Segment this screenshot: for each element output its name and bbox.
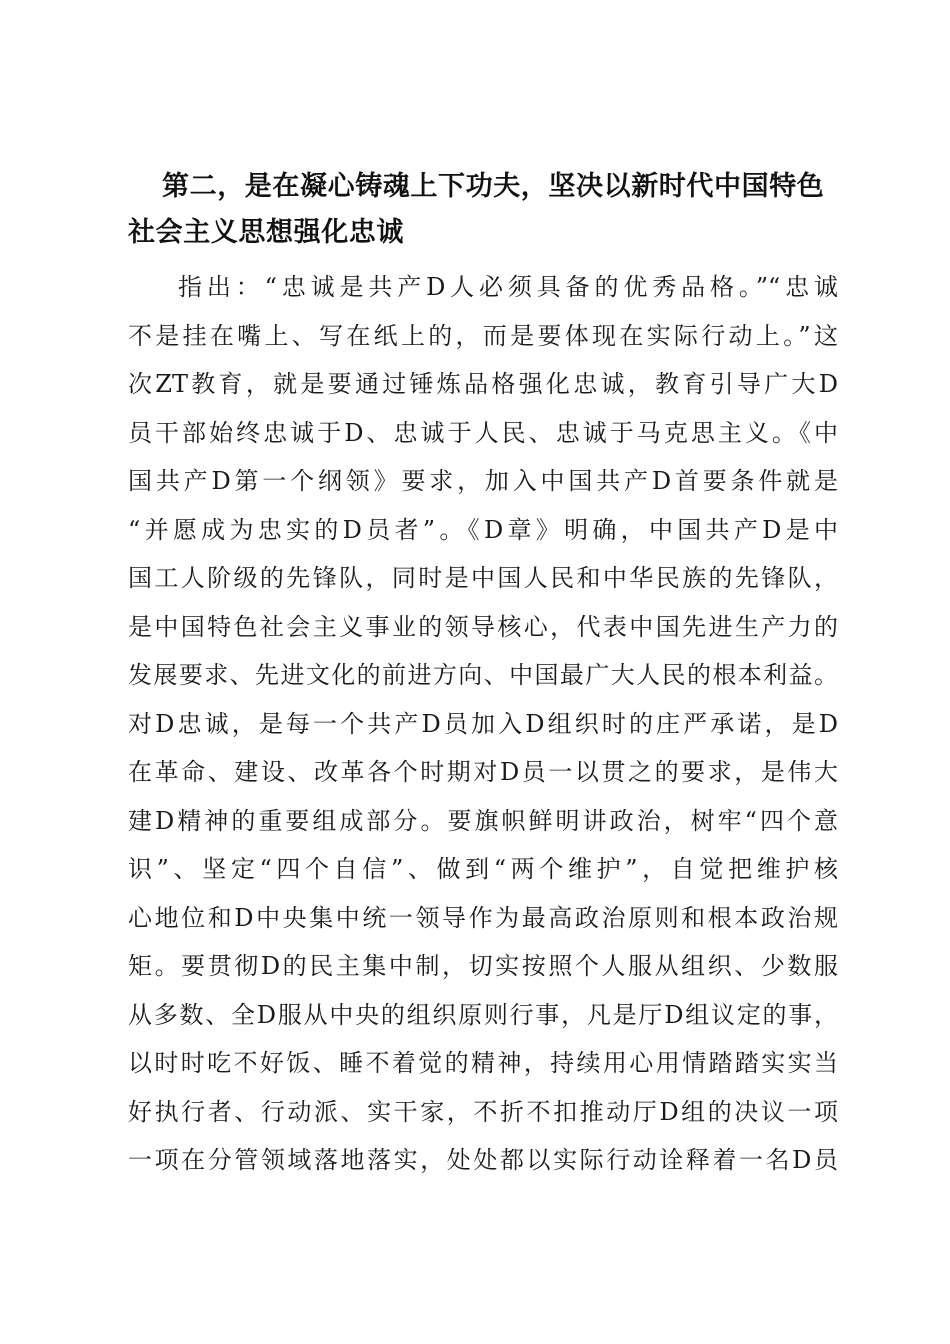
- paragraph-line: 识”、坚定“四个自信”、做到“两个维护”，自觉把维护核: [128, 855, 838, 883]
- section-heading: 第二，是在凝心铸魂上下功夫，坚决以新时代中国特色社会主义思想强化忠诚: [128, 171, 825, 248]
- paragraph-line: 国共产D第一个纲领》要求，加入中国共产D首要条件就是: [128, 467, 838, 495]
- paragraph-line: 矩。要贯彻D的民主集中制，切实按照个人服从组织、少数服: [128, 952, 838, 980]
- paragraph-line: 一项在分管领域落地落实，处处都以实际行动诠释着一名D员: [128, 1146, 838, 1174]
- paragraph-line: 不是挂在嘴上、写在纸上的，而是要体现在实际行动上。”这: [128, 321, 838, 350]
- body-paragraph: [128, 263, 838, 1185]
- paragraph-line: 好执行者、行动派、实干家，不折不扣推动厅D组的决议一项: [128, 1097, 838, 1126]
- paragraph-line: 发展要求、先进文化的前进方向、中国最广大人民的根本利益。: [128, 661, 838, 689]
- paragraph-line: 是中国特色社会主义事业的领导核心，代表中国先进生产力的: [128, 612, 838, 641]
- paragraph-line: 心地位和D中央集中统一领导作为最高政治原则和根本政治规: [128, 903, 838, 932]
- paragraph-line: 建D精神的重要组成部分。要旗帜鲜明讲政治，树牢“四个意: [128, 806, 838, 835]
- paragraph-line: 员干部始终忠诚于D、忠诚于人民、忠诚于马克思主义。《中: [128, 418, 838, 447]
- paragraph-line: 指出：“忠诚是共产D人必须具备的优秀品格。”“忠诚: [178, 273, 838, 301]
- paragraph-line: 从多数、全D服从中央的组织原则行事，凡是厅D组议定的事，: [128, 1000, 838, 1029]
- paragraph-line: 次ZT教育，就是要通过锤炼品格强化忠诚，教育引导广大D: [128, 370, 838, 398]
- paragraph-line: 国工人阶级的先锋队，同时是中国人民和中华民族的先锋队，: [128, 564, 838, 592]
- paragraph-line: 以时时吃不好饭、睡不着觉的精神，持续用心用情踏踏实实当: [128, 1049, 838, 1077]
- paragraph-line: 在革命、建设、改革各个时期对D员一以贯之的要求，是伟大: [128, 758, 838, 786]
- paragraph-line: 对D忠诚，是每一个共产D员加入D组织时的庄严承诺，是D: [128, 709, 838, 738]
- paragraph-line: “并愿成为忠实的D员者”。《D章》明确，中国共产D是中: [128, 515, 838, 544]
